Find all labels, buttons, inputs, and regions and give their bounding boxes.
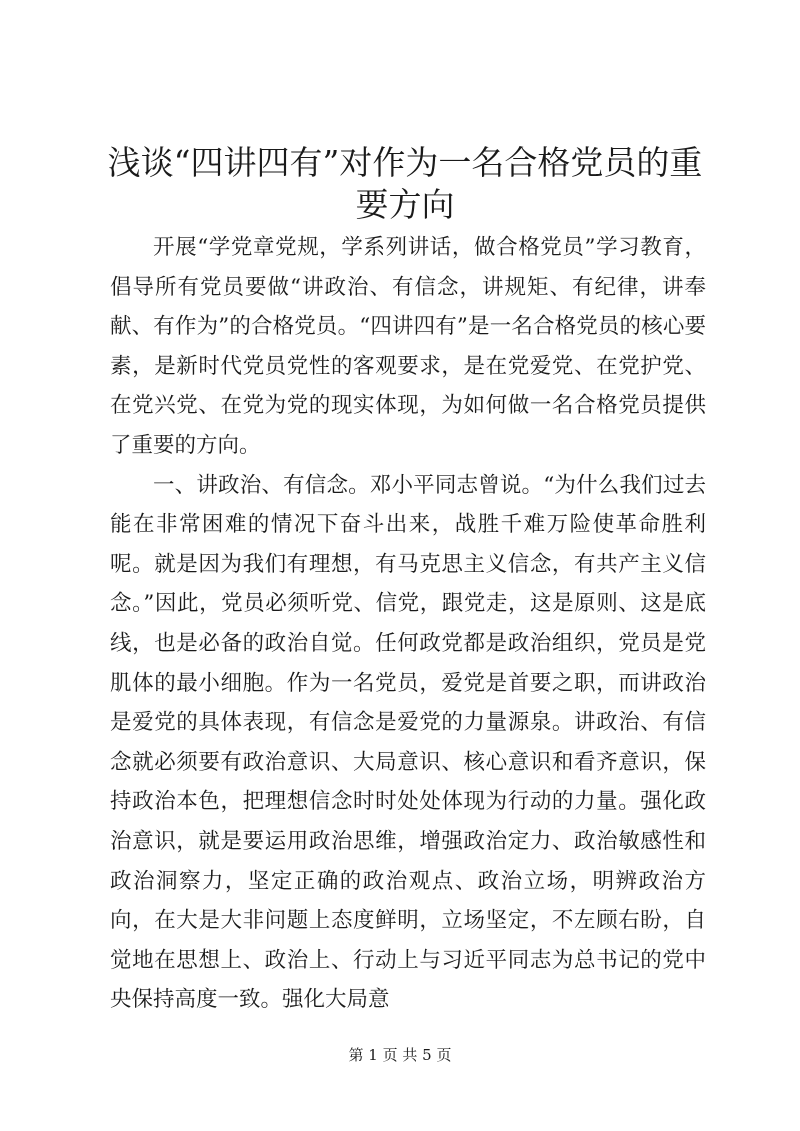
document-body <box>110 228 706 1020</box>
paragraph-intro: 开展“学党章党规，学系列讲话，做合格党员”学习教育，倡导所有党员要做“讲政治、有信念，讲规矩、有纪律，讲奉献、有作为”的合格党员。“四讲四有”是一名合格党员的核心要素，是新时代党员党性的客观要求，是在党爱党、在党护党、在党兴党、在党为党的现实体现，为如何做一名合格党员提供了重要的方向。 <box>110 235 706 458</box>
document-title: 浅谈“四讲四有”对作为一名合格党员的重要方向 <box>107 143 703 224</box>
page-footer: 第 1 页 共 5 页 <box>348 1046 452 1064</box>
paragraph-section-one: 一、讲政治、有信念。邓小平同志曾说。“为什么我们过去能在非常困难的情况下奋斗出来，战胜千难万险使革命胜利呢。就是因为我们有理想，有马克思主义信念，有共产主义信念。”因此，党员必须听党、信党，跟党走，这是原则、这是底线，也是必备的政治自觉。任何政党都是政治组织，党员是党肌体的最小细胞。作为一名党员，爱党是首要之职，而讲政治是爱党的具体表现，有信念是爱党的力量源泉。讲政治、有信念就必须要有政治意识、大局意识、核心意识和看齐意识，保持政治本色，把理想信念时时处处体现为行动的力量。强化政治意识，就是要运用政治思维，增强政治定力、政治敏感性和政治洞察力，坚定正确的政治观点、政治立场，明辨政治方向，在大是大非问题上态度鲜明，立场坚定，不左顾右盼，自觉地在思想上、政治上、行动上与习近平同志为总书记的党中央保持高度一致。强化大局意 <box>110 472 706 1013</box>
